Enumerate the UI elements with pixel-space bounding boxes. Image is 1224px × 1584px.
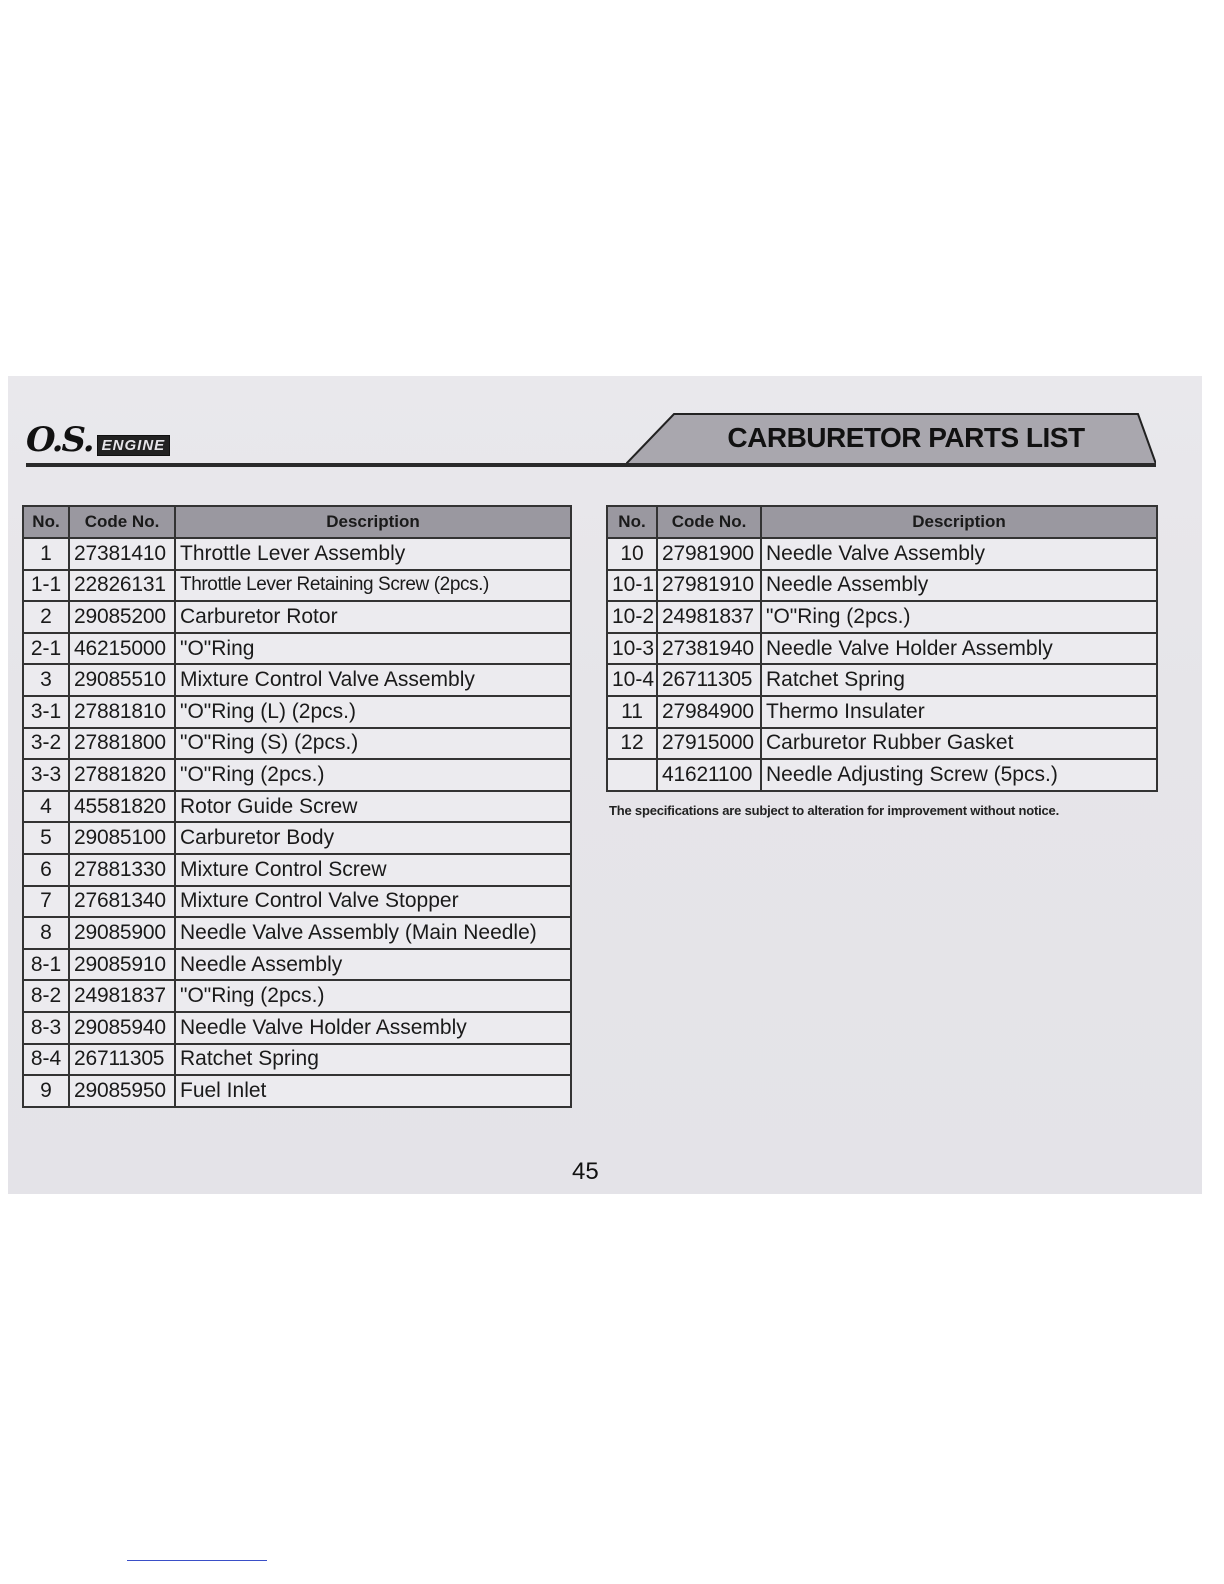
description-cell: Throttle Lever Retaining Screw (2pcs.)	[175, 570, 571, 602]
part-number-cell: 8-1	[23, 949, 69, 981]
code-number-cell: 46215000	[69, 633, 175, 665]
table-row	[607, 601, 1157, 633]
part-number-cell: 8	[23, 917, 69, 949]
description-cell: Carburetor Body	[175, 822, 571, 854]
description-cell: "O"Ring	[175, 633, 571, 665]
table-row	[23, 791, 571, 823]
part-number-cell: 1-1	[23, 570, 69, 602]
code-number-cell: 41621100	[657, 759, 761, 791]
code-number-cell: 29085950	[69, 1075, 175, 1107]
part-number-cell: 10-3	[607, 633, 657, 665]
table-row	[607, 538, 1157, 570]
description-cell: Needle Adjusting Screw (5pcs.)	[761, 759, 1157, 791]
table-row	[23, 570, 571, 602]
description-cell: "O"Ring (2pcs.)	[175, 980, 571, 1012]
code-number-cell: 27881810	[69, 696, 175, 728]
table-row	[23, 696, 571, 728]
column-header-code: Code No.	[657, 506, 761, 538]
part-number-cell: 8-3	[23, 1012, 69, 1044]
description-cell: Thermo Insulater	[761, 696, 1157, 728]
code-number-cell: 27881820	[69, 759, 175, 791]
code-number-cell: 27381410	[69, 538, 175, 570]
table-row	[607, 570, 1157, 602]
description-cell: Carburetor Rubber Gasket	[761, 728, 1157, 760]
description-cell: Needle Valve Assembly	[761, 538, 1157, 570]
part-number-cell: 2-1	[23, 633, 69, 665]
parts-table-right	[606, 505, 1158, 792]
description-cell: Needle Valve Holder Assembly	[761, 633, 1157, 665]
description-cell: Needle Valve Holder Assembly	[175, 1012, 571, 1044]
table-header-row	[607, 506, 1157, 538]
specifications-note: The specifications are subject to alteration for improvement without notice.	[609, 803, 1059, 818]
part-number-cell: 9	[23, 1075, 69, 1107]
part-number-cell: 7	[23, 886, 69, 918]
table-row	[23, 601, 571, 633]
table-row	[23, 949, 571, 981]
table-row	[23, 759, 571, 791]
column-header-no: No.	[607, 506, 657, 538]
table-row	[23, 822, 571, 854]
part-number-cell: 8-2	[23, 980, 69, 1012]
description-cell: Ratchet Spring	[175, 1044, 571, 1076]
column-header-description: Description	[761, 506, 1157, 538]
table-row	[23, 538, 571, 570]
column-header-code: Code No.	[69, 506, 175, 538]
code-number-cell: 24981837	[69, 980, 175, 1012]
table-row	[23, 1075, 571, 1107]
table-row	[607, 759, 1157, 791]
description-cell: Needle Assembly	[175, 949, 571, 981]
table-row	[23, 854, 571, 886]
page-number: 45	[572, 1158, 599, 1185]
part-number-cell: 8-4	[23, 1044, 69, 1076]
part-number-cell: 10-2	[607, 601, 657, 633]
logo-main-text: O.S.	[26, 420, 93, 460]
code-number-cell: 29085910	[69, 949, 175, 981]
code-number-cell: 27681340	[69, 886, 175, 918]
header-divider	[26, 463, 1156, 467]
part-number-cell: 12	[607, 728, 657, 760]
code-number-cell: 29085940	[69, 1012, 175, 1044]
code-number-cell: 29085900	[69, 917, 175, 949]
page-title: CARBURETOR PARTS LIST	[727, 422, 1085, 453]
part-number-cell: 3-2	[23, 728, 69, 760]
part-number-cell: 5	[23, 822, 69, 854]
code-number-cell: 26711305	[69, 1044, 175, 1076]
table-header-row	[23, 506, 571, 538]
description-cell: Carburetor Rotor	[175, 601, 571, 633]
table-row	[607, 664, 1157, 696]
code-number-cell: 27881330	[69, 854, 175, 886]
table-row	[23, 1044, 571, 1076]
code-number-cell: 29085100	[69, 822, 175, 854]
description-cell: Ratchet Spring	[761, 664, 1157, 696]
table-row	[23, 886, 571, 918]
code-number-cell: 22826131	[69, 570, 175, 602]
code-number-cell: 26711305	[657, 664, 761, 696]
description-cell: Mixture Control Valve Assembly	[175, 664, 571, 696]
table-row	[607, 728, 1157, 760]
part-number-cell: 3-1	[23, 696, 69, 728]
part-number-cell: 10-4	[607, 664, 657, 696]
footnote-rule	[127, 1560, 267, 1561]
code-number-cell: 24981837	[657, 601, 761, 633]
table-row	[23, 917, 571, 949]
part-number-cell: 11	[607, 696, 657, 728]
part-number-cell: 3	[23, 664, 69, 696]
code-number-cell: 27981910	[657, 570, 761, 602]
code-number-cell: 29085510	[69, 664, 175, 696]
column-header-description: Description	[175, 506, 571, 538]
table-row	[23, 1012, 571, 1044]
description-cell: "O"Ring (S) (2pcs.)	[175, 728, 571, 760]
parts-table-left	[22, 505, 572, 1108]
table-row	[23, 664, 571, 696]
description-cell: Needle Assembly	[761, 570, 1157, 602]
description-cell: Throttle Lever Assembly	[175, 538, 571, 570]
description-cell: Mixture Control Valve Stopper	[175, 886, 571, 918]
os-engine-logo	[26, 420, 170, 460]
code-number-cell: 27981900	[657, 538, 761, 570]
logo-sub-text: ENGINE	[97, 435, 171, 456]
code-number-cell: 29085200	[69, 601, 175, 633]
table-row	[23, 980, 571, 1012]
part-number-cell	[607, 759, 657, 791]
description-cell: Mixture Control Screw	[175, 854, 571, 886]
code-number-cell: 27381940	[657, 633, 761, 665]
title-tab	[626, 413, 1156, 464]
table-row	[607, 633, 1157, 665]
description-cell: "O"Ring (2pcs.)	[175, 759, 571, 791]
code-number-cell: 27881800	[69, 728, 175, 760]
part-number-cell: 10	[607, 538, 657, 570]
code-number-cell: 27984900	[657, 696, 761, 728]
code-number-cell: 27915000	[657, 728, 761, 760]
part-number-cell: 4	[23, 791, 69, 823]
part-number-cell: 10-1	[607, 570, 657, 602]
description-cell: "O"Ring (2pcs.)	[761, 601, 1157, 633]
description-cell: Fuel Inlet	[175, 1075, 571, 1107]
part-number-cell: 3-3	[23, 759, 69, 791]
table-row	[23, 728, 571, 760]
part-number-cell: 2	[23, 601, 69, 633]
table-row	[607, 696, 1157, 728]
part-number-cell: 1	[23, 538, 69, 570]
table-row	[23, 633, 571, 665]
part-number-cell: 6	[23, 854, 69, 886]
description-cell: Needle Valve Assembly (Main Needle)	[175, 917, 571, 949]
code-number-cell: 45581820	[69, 791, 175, 823]
description-cell: Rotor Guide Screw	[175, 791, 571, 823]
column-header-no: No.	[23, 506, 69, 538]
description-cell: "O"Ring (L) (2pcs.)	[175, 696, 571, 728]
